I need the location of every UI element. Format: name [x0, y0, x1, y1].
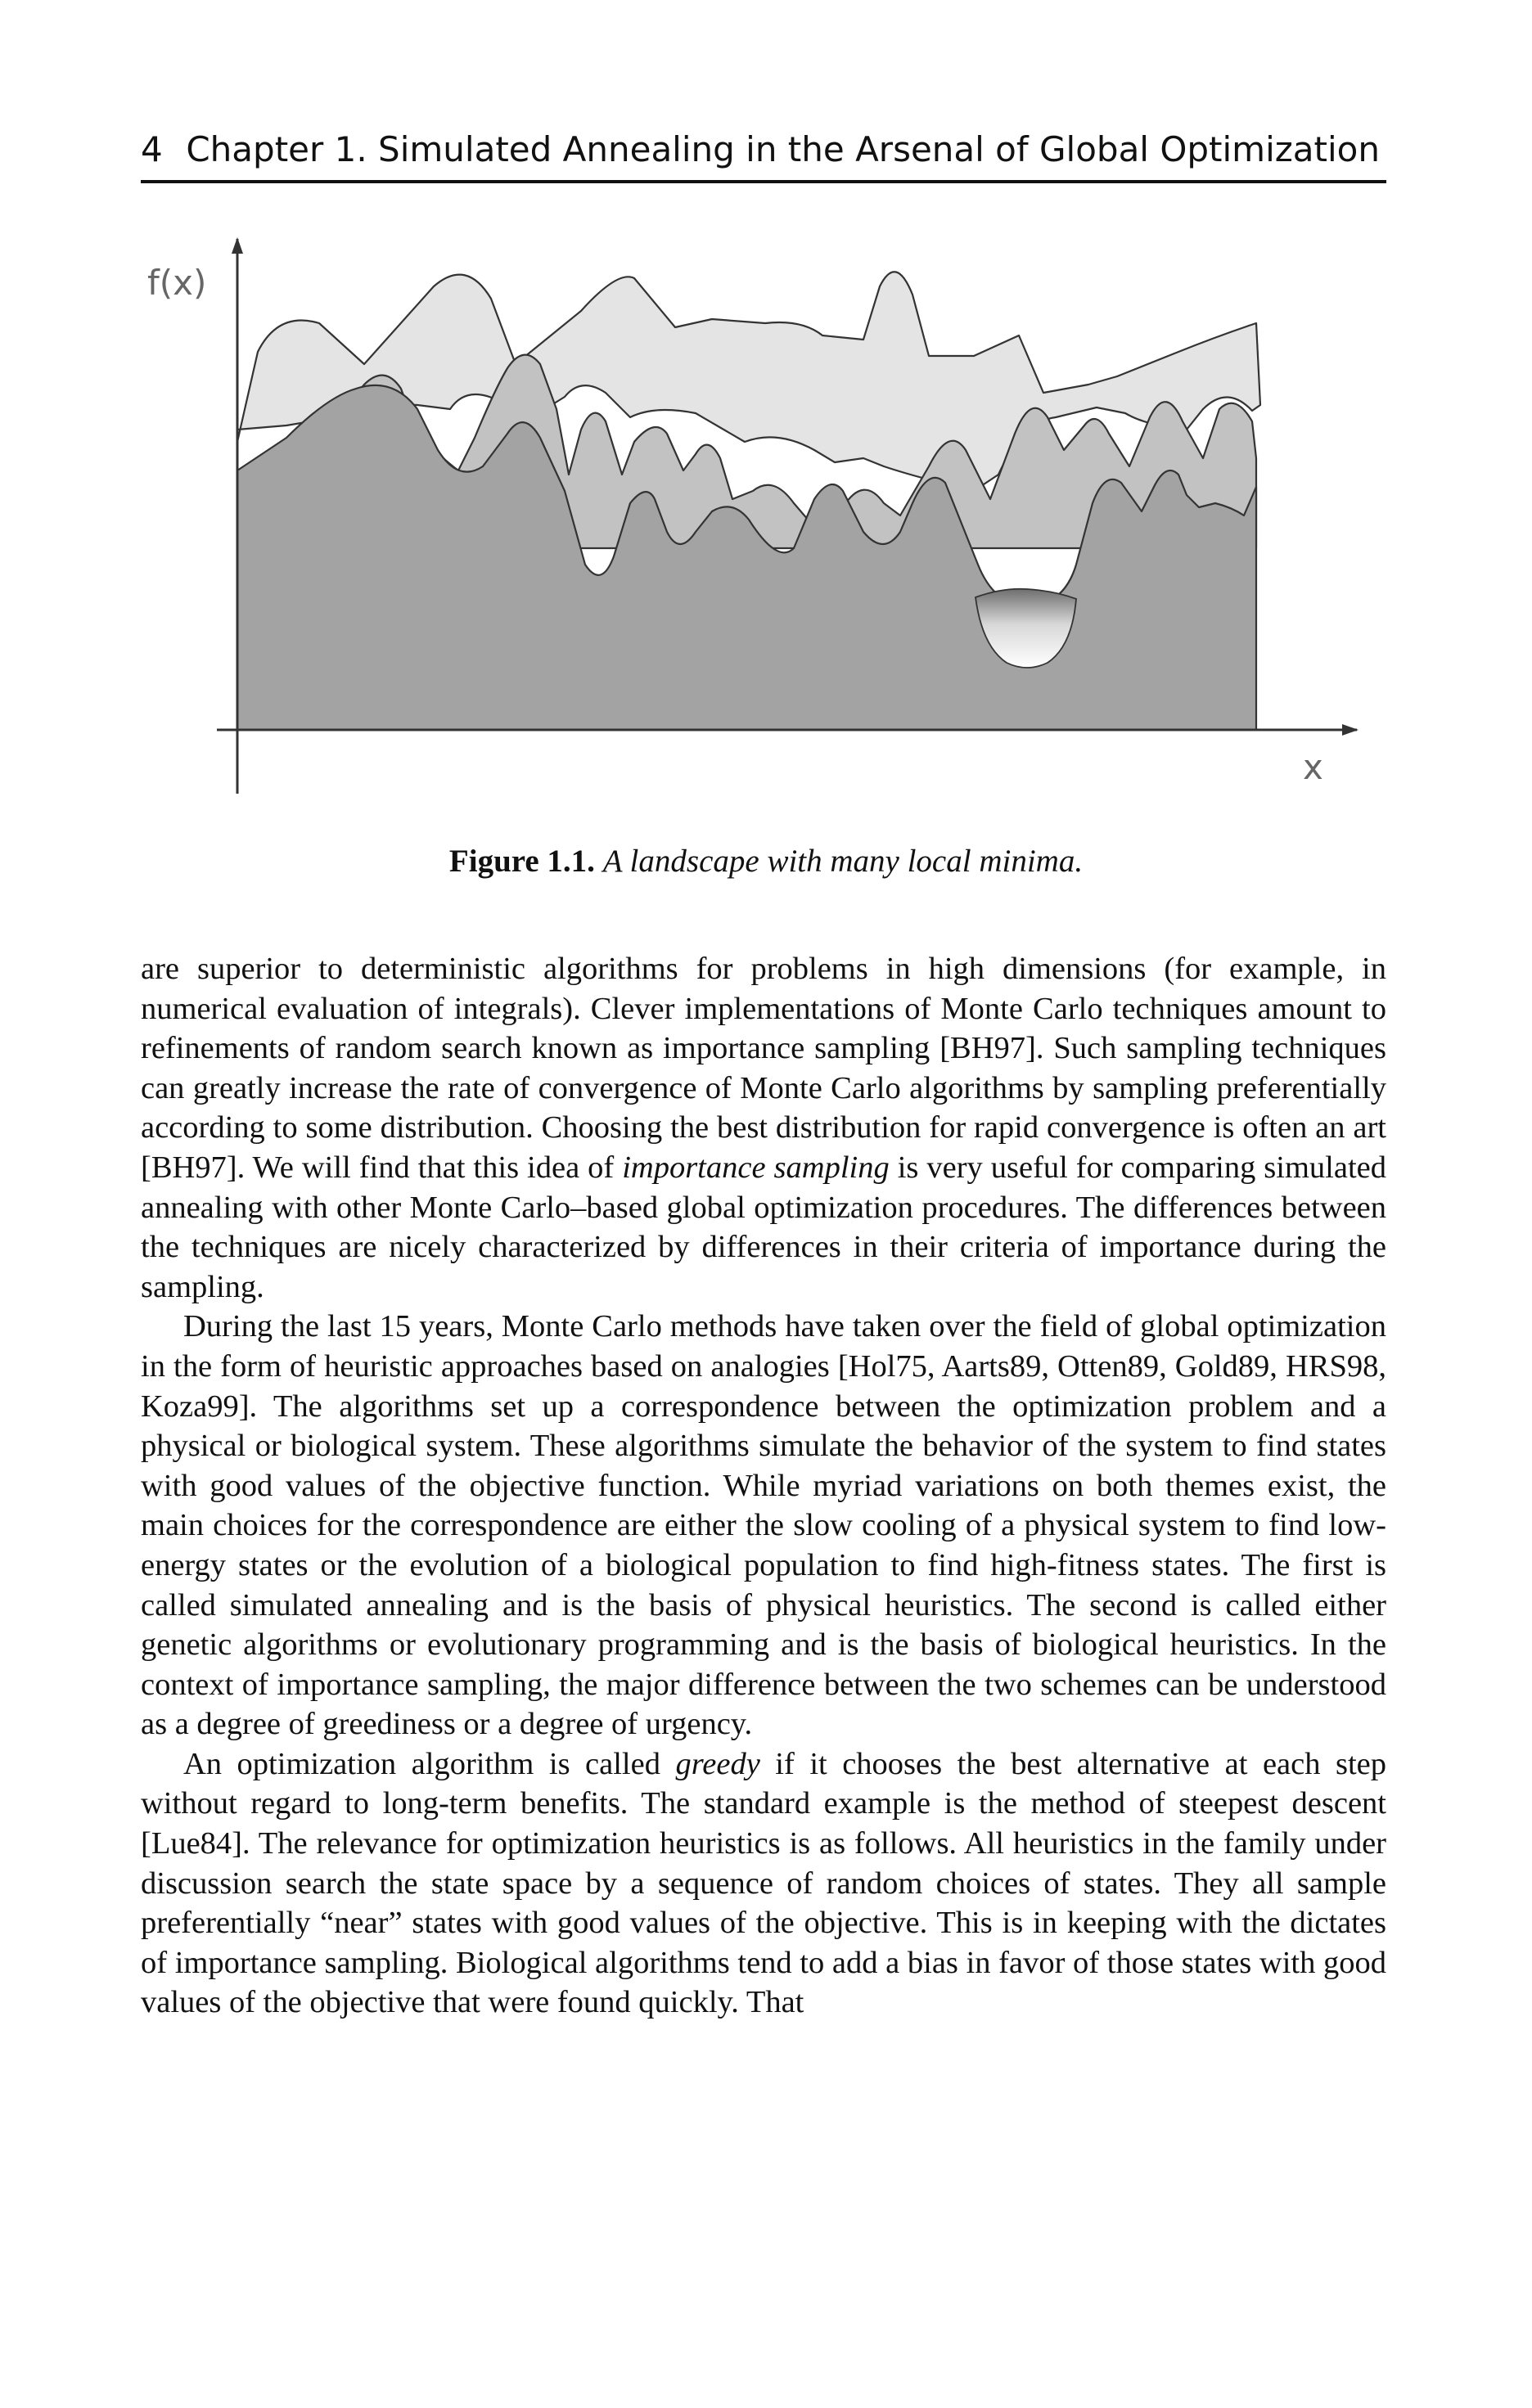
paragraph-3-text: An optimization algorithm is called	[183, 1746, 676, 1781]
figure-landscape	[123, 221, 1399, 818]
figure-caption	[0, 843, 1532, 880]
caption-text: A landscape with many local minima.	[602, 844, 1084, 879]
x-axis-label: x	[1303, 747, 1323, 787]
paragraph-3-emphasis: greedy	[675, 1746, 760, 1781]
paragraph-1	[141, 949, 1386, 1307]
paragraph-3	[141, 1744, 1386, 2023]
paragraph-1-emphasis: importance sampling	[622, 1150, 890, 1185]
paragraph-3-text-after: if it chooses the best alternative at each step without regard to long-term benefits. The standard example is the method of steepest descent [Lue84]. The relevance for optimization heuristics is as follows. All heuristics in the family under discussion search the state space by a sequence of random choices of states. They all sample preferentially “near” states with good values of the objective. This is in keeping with the dictates of importance sampling. Biological algorithms tend to add a bias in favor of those states with good values of the objective that were found quickly. That	[141, 1746, 1386, 2020]
paragraph-1-text: are superior to deterministic algorithms for problems in high dimensions (for example, in numerical evaluation of integrals). Clever implementations of Monte Carlo techniques amount to refinements of random search known as importance sampling [BH97]. Such sampling techniques can greatly increase the rate of convergence of Monte Carlo algorithms by sampling preferentially according to some distribution. Choosing the best distribution for rapid convergence is often an art [BH97]. We will find that this idea of	[141, 952, 1386, 1185]
paragraph-1-text-after: is very useful for comparing simulated annealing with other Monte Carlo–based global optimization procedures. The differences between the techniques are nicely characterized by differences in their criteria of importance during the sampling.	[141, 1150, 1386, 1304]
running-head	[141, 123, 1386, 183]
paragraph-2	[141, 1307, 1386, 1744]
caption-label: Figure 1.1.	[448, 844, 595, 879]
paragraph-2-text: During the last 15 years, Monte Carlo methods have taken over the field of global optimization in the form of heuristic approaches based on analogies [Hol75, Aarts89, Otten89, Gold89, HRS98, Koza99]. The algorithms set up a correspondence between the optimization problem and a physical or biological system. These algorithms simulate the behavior of the system to find states with good values of the objective function. While myriad variations on both themes exist, the main choices for the correspondence are either the slow cooling of a physical system to find low-energy states or the evolution of a biological population to find high-fitness states. The first is called simulated annealing and is the basis of physical heuristics. The second is called either genetic algorithms or evolutionary programming and is the basis of biological heuristics. In the context of importance sampling, the major difference between the two schemes can be understood as a degree of greediness or a degree of urgency.	[141, 1309, 1386, 1742]
y-axis-label: f(x)	[147, 263, 207, 303]
page-number: 4	[141, 129, 163, 169]
landscape-plot	[123, 221, 1399, 818]
body-text	[141, 949, 1386, 2023]
chapter-title: Chapter 1. Simulated Annealing in the Arsenal of Global Optimization	[186, 129, 1380, 169]
